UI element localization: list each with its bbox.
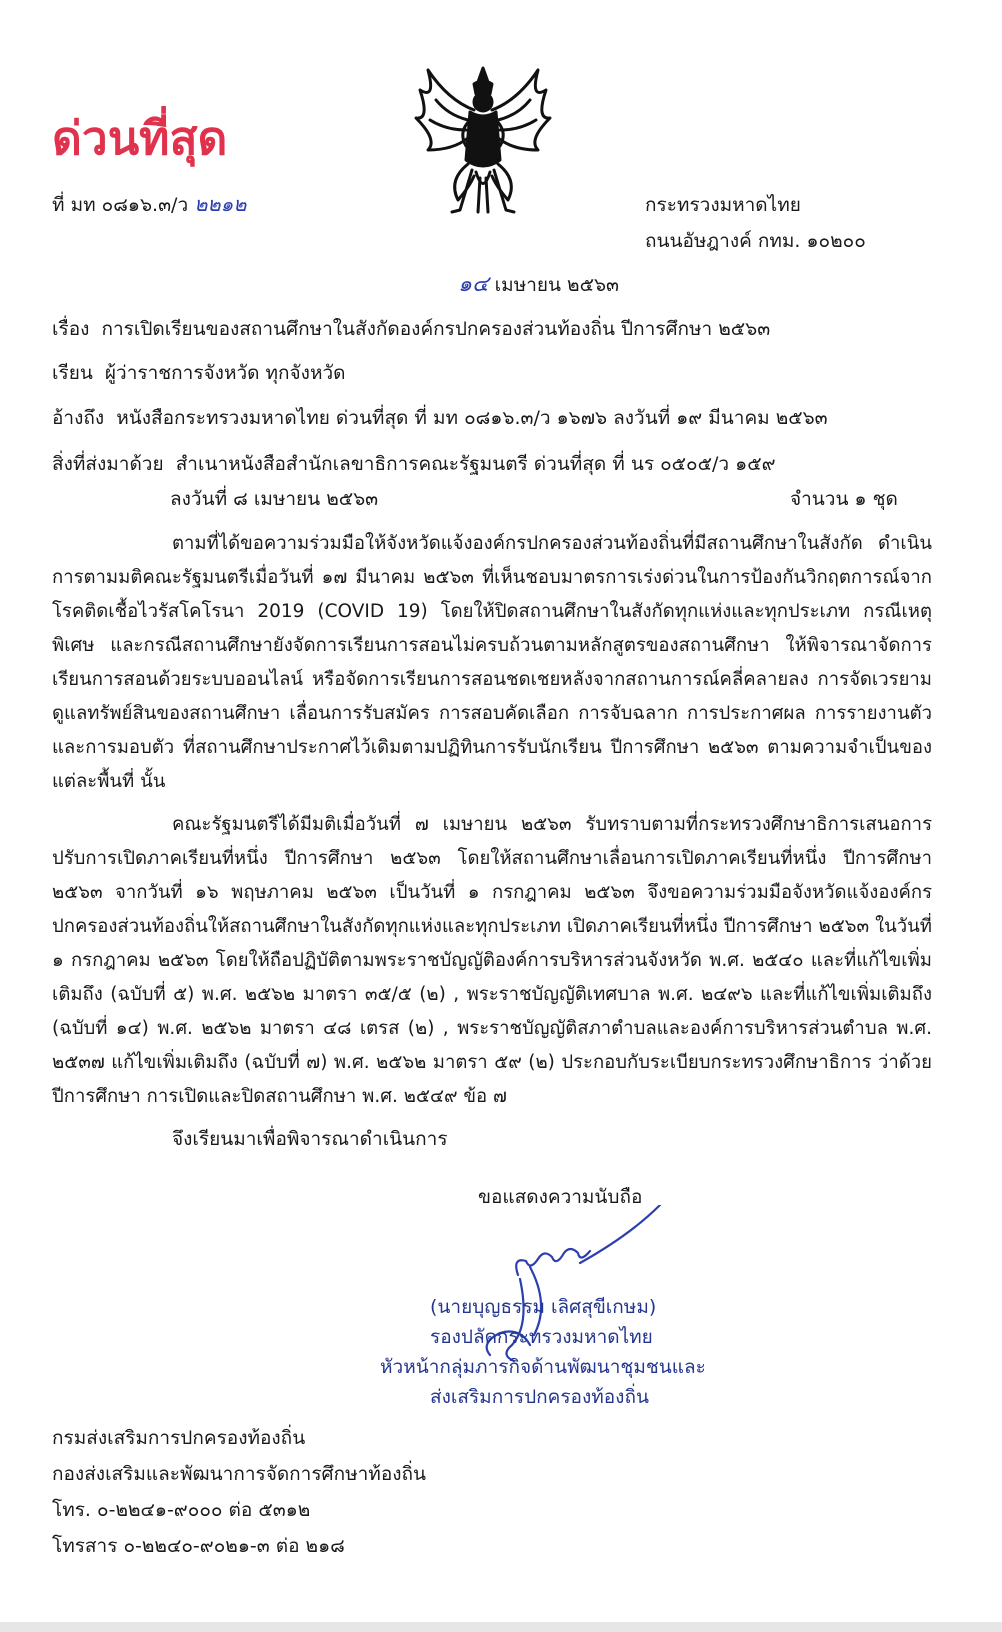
footer-division: กองส่งเสริมและพัฒนาการจัดการศึกษาท้องถิ่น (52, 1463, 427, 1485)
signatory-title-2: หัวหน้ากลุ่มภารกิจด้านพัฒนาชุมชนและ (380, 1356, 706, 1378)
subject-label: เรื่อง (52, 318, 90, 340)
page-bottom-edge (0, 1622, 1002, 1632)
footer-fax: โทรสาร ๐-๒๒๔๐-๙๐๒๑-๓ ต่อ ๒๑๘ (52, 1535, 345, 1557)
letter-date (458, 268, 619, 302)
document-number (52, 187, 246, 222)
body-paragraph-2 (52, 808, 932, 1114)
subject-line (52, 312, 770, 346)
recipient-text: ผู้ว่าราชการจังหวัด ทุกจังหวัด (104, 362, 346, 384)
body-paragraph-1 (52, 527, 932, 799)
document-number-prefix: ที่ มท ๐๘๑๖.๓/ว (52, 194, 189, 216)
reference-text: หนังสือกระทรวงมหาดไทย ด่วนที่สุด ที่ มท ๐๘๑๖.๓/ว ๑๖๗๖ ลงวันที่ ๑๙ มีนาคม ๒๕๖๓ (116, 407, 828, 429)
footer-department: กรมส่งเสริมการปกครองท้องถิ่น (52, 1427, 306, 1449)
enclosure-line (52, 447, 775, 481)
footer-phone: โทร. ๐-๒๒๔๑-๙๐๐๐ ต่อ ๕๓๑๒ (52, 1499, 311, 1521)
closing-line: จึงเรียนมาเพื่อพิจารณาดำเนินการ (172, 1128, 448, 1150)
enclosure-text: สำเนาหนังสือสำนักเลขาธิการคณะรัฐมนตรี ด่วนที่สุด ที่ นร ๐๕๐๕/ว ๑๕๙ (175, 453, 776, 475)
recipient-line (52, 356, 346, 390)
date-day-handwritten: ๑๔ (458, 272, 489, 297)
body-paragraph-1-text: ตามที่ได้ขอความร่วมมือให้จังหวัดแจ้งองค์กรปกครองส่วนท้องถิ่นที่มีสถานศึกษาในสังกัด ดำเนินการตามมติคณะรัฐมนตรีเมื่อวันที่ ๑๗ มีนาคม ๒๕๖๓ ที่เห็นชอบมาตรการเร่งด่วนในการป้องกันวิกฤตการณ์จากโรคติดเชื้อไวรัสโคโรนา 2019 (COVID 19) โดยให้ปิดสถานศึกษาในสังกัดทุกแห่งและทุกประเภท กรณีเหตุพิเศษ และกรณีสถานศึกษายังจัดการเรียนการสอนไม่ครบถ้วนตามหลักสูตรของสถานศึกษา ให้พิจารณาจัดการเรียนการสอนด้วยระบบออนไลน์ หรือจัดการเรียนการสอนชดเชยหลังจากสถานการณ์คลี่คลายลง การจัดเวรยามดูแลทรัพย์สินของสถานศึกษา เลื่อนการรับสมัคร การสอบคัดเลือก การจับฉลาก การประกาศผล การรายงานตัว และการมอบตัว ที่สถานศึกษาประกาศไว้เดิมตามปฏิทินการรับนักเรียน ปีการศึกษา ๒๕๖๓ ตามความจำเป็นของแต่ละพื้นที่ นั้น (52, 533, 932, 792)
document-number-handwritten: ๒๒๑๒ (194, 192, 247, 216)
signature-salutation: ขอแสดงความนับถือ (478, 1186, 643, 1208)
urgency-stamp: ด่วนที่สุด (52, 111, 228, 165)
enclosure-label: สิ่งที่ส่งมาด้วย (52, 453, 164, 475)
recipient-label: เรียน (52, 362, 93, 384)
sender-address: ถนนอัษฎางค์ กทม. ๑๐๒๐๐ (645, 230, 866, 252)
reference-line (52, 401, 828, 435)
signatory-title-3: ส่งเสริมการปกครองท้องถิ่น (430, 1386, 649, 1408)
sender-ministry: กระทรวงมหาดไทย (645, 194, 801, 216)
body-paragraph-2-text: คณะรัฐมนตรีได้มีมติเมื่อวันที่ ๗ เมษายน ๒๕๖๓ รับทราบตามที่กระทรวงศึกษาธิการเสนอการปรับการเปิดภาคเรียนที่หนึ่ง ปีการศึกษา ๒๕๖๓ โดยให้สถานศึกษาเลื่อนการเปิดภาคเรียนที่หนึ่ง ปีการศึกษา ๒๕๖๓ จากวันที่ ๑๖ พฤษภาคม ๒๕๖๓ เป็นวันที่ ๑ กรกฎาคม ๒๕๖๓ จึงขอความร่วมมือจังหวัดแจ้งองค์กรปกครองส่วนท้องถิ่นให้สถานศึกษาในสังกัดทุกแห่งและทุกประเภท เปิดภาคเรียนที่หนึ่ง ปีการศึกษา ๒๕๖๓ ในวันที่ ๑ กรกฎาคม ๒๕๖๓ โดยให้ถือปฏิบัติตามพระราชบัญญัติองค์การบริหารส่วนจังหวัด พ.ศ. ๒๕๔๐ และที่แก้ไขเพิ่มเติมถึง (ฉบับที่ ๕) พ.ศ. ๒๕๖๒ มาตรา ๓๕/๕ (๒) , พระราชบัญญัติเทศบาล พ.ศ. ๒๔๙๖ และที่แก้ไขเพิ่มเติมถึง (ฉบับที่ ๑๔) พ.ศ. ๒๕๖๒ มาตรา ๔๘ เตรส (๒) , พระราชบัญญัติสภาตำบลและองค์การบริหารส่วนตำบล พ.ศ. ๒๕๓๗ แก้ไขเพิ่มเติมถึง (ฉบับที่ ๗) พ.ศ. ๒๕๖๒ มาตรา ๕๙ (๒) ประกอบกับระเบียบกระทรวงศึกษาธิการ ว่าด้วยปีการศึกษา การเปิดและปิดสถานศึกษา พ.ศ. ๒๕๔๙ ข้อ ๗ (52, 814, 932, 1107)
enclosure-quantity: จำนวน ๑ ชุด (790, 488, 898, 510)
garuda-emblem-icon (408, 60, 558, 220)
subject-text: การเปิดเรียนของสถานศึกษาในสังกัดองค์กรปกครองส่วนท้องถิ่น ปีการศึกษา ๒๕๖๓ (101, 318, 771, 340)
signatory-title-1: รองปลัดกระทรวงมหาดไทย (430, 1326, 653, 1348)
signatory-name: (นายบุญธรรม เลิศสุขีเกษม) (430, 1296, 657, 1318)
reference-label: อ้างถึง (52, 407, 105, 429)
date-month-year: เมษายน ๒๕๖๓ (494, 274, 619, 296)
enclosure-date: ลงวันที่ ๘ เมษายน ๒๕๖๓ (170, 488, 379, 510)
